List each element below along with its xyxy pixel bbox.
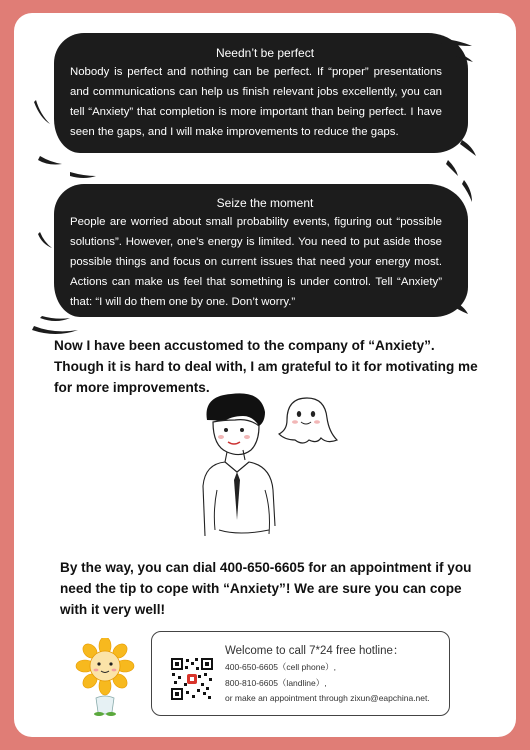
hotline-landline: 800-810-6605（landline）, <box>225 678 327 688</box>
section-body-neednt-be-perfect: Nobody is perfect and nothing can be perfect. If “proper” presentations and communications can help us finish relevant jobs excellently, you can tell “Anxiety” that completion is more important than being perfect. I have seen the gaps, and I will make improvements to reduce the gaps. <box>70 66 442 138</box>
paragraph-appointment: By the way, you can dial 400-650-6605 for an appointment if you need the tip to cope with “Anxiety”! We are sure you can cope with it very well! <box>60 560 472 617</box>
hotline-cell-phone: 400-650-6605（cell phone）, <box>225 662 337 672</box>
sunflower-mascot-icon <box>70 638 140 718</box>
paragraph-accustomed: Now I have been accustomed to the company of “Anxiety”. Though it is hard to deal with, I am grateful to it for motivating me for more improvements. <box>54 338 478 395</box>
qr-code-icon <box>170 657 214 701</box>
section-body-seize-the-moment: People are worried about small probability events, figuring out “possible solutions”. However, one’s energy is limited. You need to put aside those possible things and focus on current issues that need your energy most. Actions can make us feel that something is under control. Tell “Anxiety” that: “I will do them one by one. Don’t worry.” <box>70 216 442 308</box>
hotline-title: Welcome to call 7*24 free hotline： <box>225 645 405 657</box>
section-title-seize-the-moment: Seize the moment <box>216 196 314 210</box>
hotline-email[interactable]: or make an appointment through zixun@eapchina.net. <box>225 693 430 703</box>
section-title-neednt-be-perfect: Needn’t be perfect <box>215 46 315 60</box>
man-and-ghost-illustration <box>195 390 345 550</box>
